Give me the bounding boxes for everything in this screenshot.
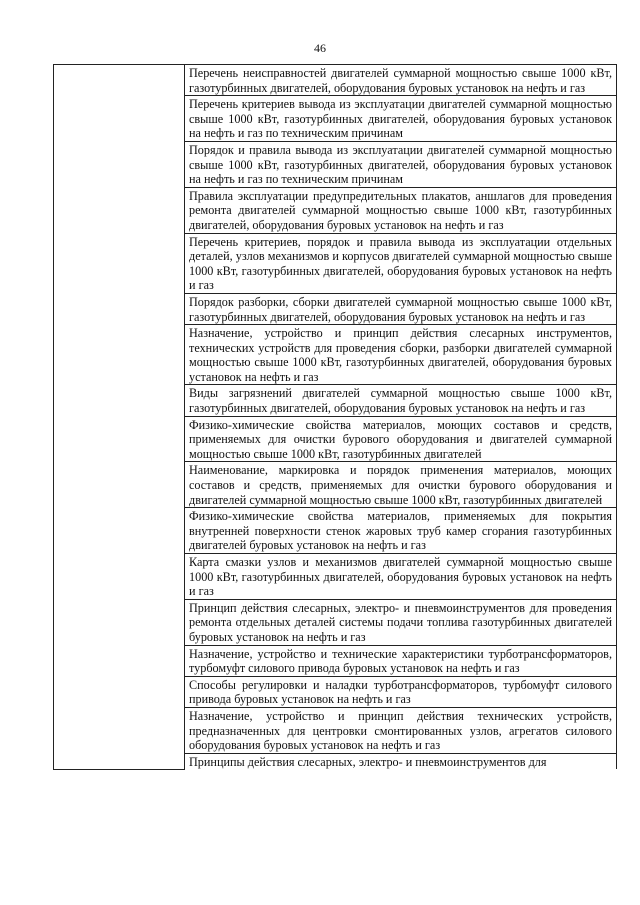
- row-text: Карта смазки узлов и механизмов двигателей суммарной мощностью свыше 1000 кВт, газотурбинных двигателей, оборудования буровых установок на нефть и газ: [185, 554, 617, 600]
- row-text: Назначение, устройство и технические характеристики турботрансформаторов, турбомуфт силового привода буровых установок на нефть и газ: [185, 645, 617, 676]
- page-number: 46: [314, 41, 326, 55]
- table-row: [54, 65, 617, 96]
- row-text: Перечень критериев вывода из эксплуатации двигателей суммарной мощностью свыше 1000 кВт, газотурбинных двигателей, оборудования буровых установок на нефть и газ по техническим причинам: [185, 96, 617, 142]
- row-text: Принцип действия слесарных, электро- и пневмоинструментов для проведения ремонта отдельных деталей системы подачи топлива газотурбинных двигателей буровых установок на нефть и газ: [185, 599, 617, 645]
- row-text: Порядок и правила вывода из эксплуатации двигателей суммарной мощностью свыше 1000 кВт, газотурбинных двигателей, оборудования буровых установок на нефть и газ по техническим причинам: [185, 141, 617, 187]
- row-text: Виды загрязнений двигателей суммарной мощностью свыше 1000 кВт, газотурбинных двигателей, оборудования буровых установок на нефть и газ: [185, 385, 617, 416]
- row-text: Физико-химические свойства материалов, моющих составов и средств, применяемых для очистки бурового оборудования и двигателей суммарной мощностью свыше 1000 кВт, газотурбинных двигателей: [185, 416, 617, 462]
- requirements-table-body: [54, 65, 617, 770]
- row-text: Правила эксплуатации предупредительных плакатов, аншлагов для проведения ремонта двигателей суммарной мощностью свыше 1000 кВт, газотурбинных двигателей, оборудования буровых установок на нефть и газ: [185, 187, 617, 233]
- row-text: Способы регулировки и наладки турботрансформаторов, турбомуфт силового привода буровых установок на нефть и газ: [185, 676, 617, 707]
- row-text: Наименование, маркировка и порядок применения материалов, моющих составов и средств, применяемых для очистки бурового оборудования и двигателей суммарной мощностью свыше 1000 кВт, газотурбинных двигателей: [185, 462, 617, 508]
- row-text: Перечень неисправностей двигателей суммарной мощностью свыше 1000 кВт, газотурбинных двигателей, оборудования буровых установок на нефть и газ: [185, 65, 617, 96]
- row-text: Принципы действия слесарных, электро- и пневмоинструментов для: [185, 753, 617, 769]
- left-column-cell: [54, 65, 185, 770]
- row-text: Назначение, устройство и принцип действия слесарных инструментов, технических устройств для проведения сборки, разборки двигателей суммарной мощностью свыше 1000 кВт, газотурбинных двигателей, оборудования буровых установок на нефть и газ: [185, 325, 617, 385]
- row-text: Назначение, устройство и принцип действия технических устройств, предназначенных для центровки смонтированных узлов, агрегатов силового оборудования буровых установок на нефть и газ: [185, 707, 617, 753]
- row-text: Порядок разборки, сборки двигателей суммарной мощностью свыше 1000 кВт, газотурбинных двигателей, оборудования буровых установок на нефть и газ: [185, 293, 617, 324]
- row-text: Физико-химические свойства материалов, применяемых для покрытия внутренней поверхности стенок жаровых труб камер сгорания газотурбинных двигателей буровых установок на нефть и газ: [185, 508, 617, 554]
- requirements-table: [53, 64, 617, 770]
- row-text: Перечень критериев, порядок и правила вывода из эксплуатации отдельных деталей, узлов механизмов и корпусов двигателей суммарной мощностью свыше 1000 кВт, газотурбинных двигателей, оборудования буровых установок на нефть и газ: [185, 233, 617, 293]
